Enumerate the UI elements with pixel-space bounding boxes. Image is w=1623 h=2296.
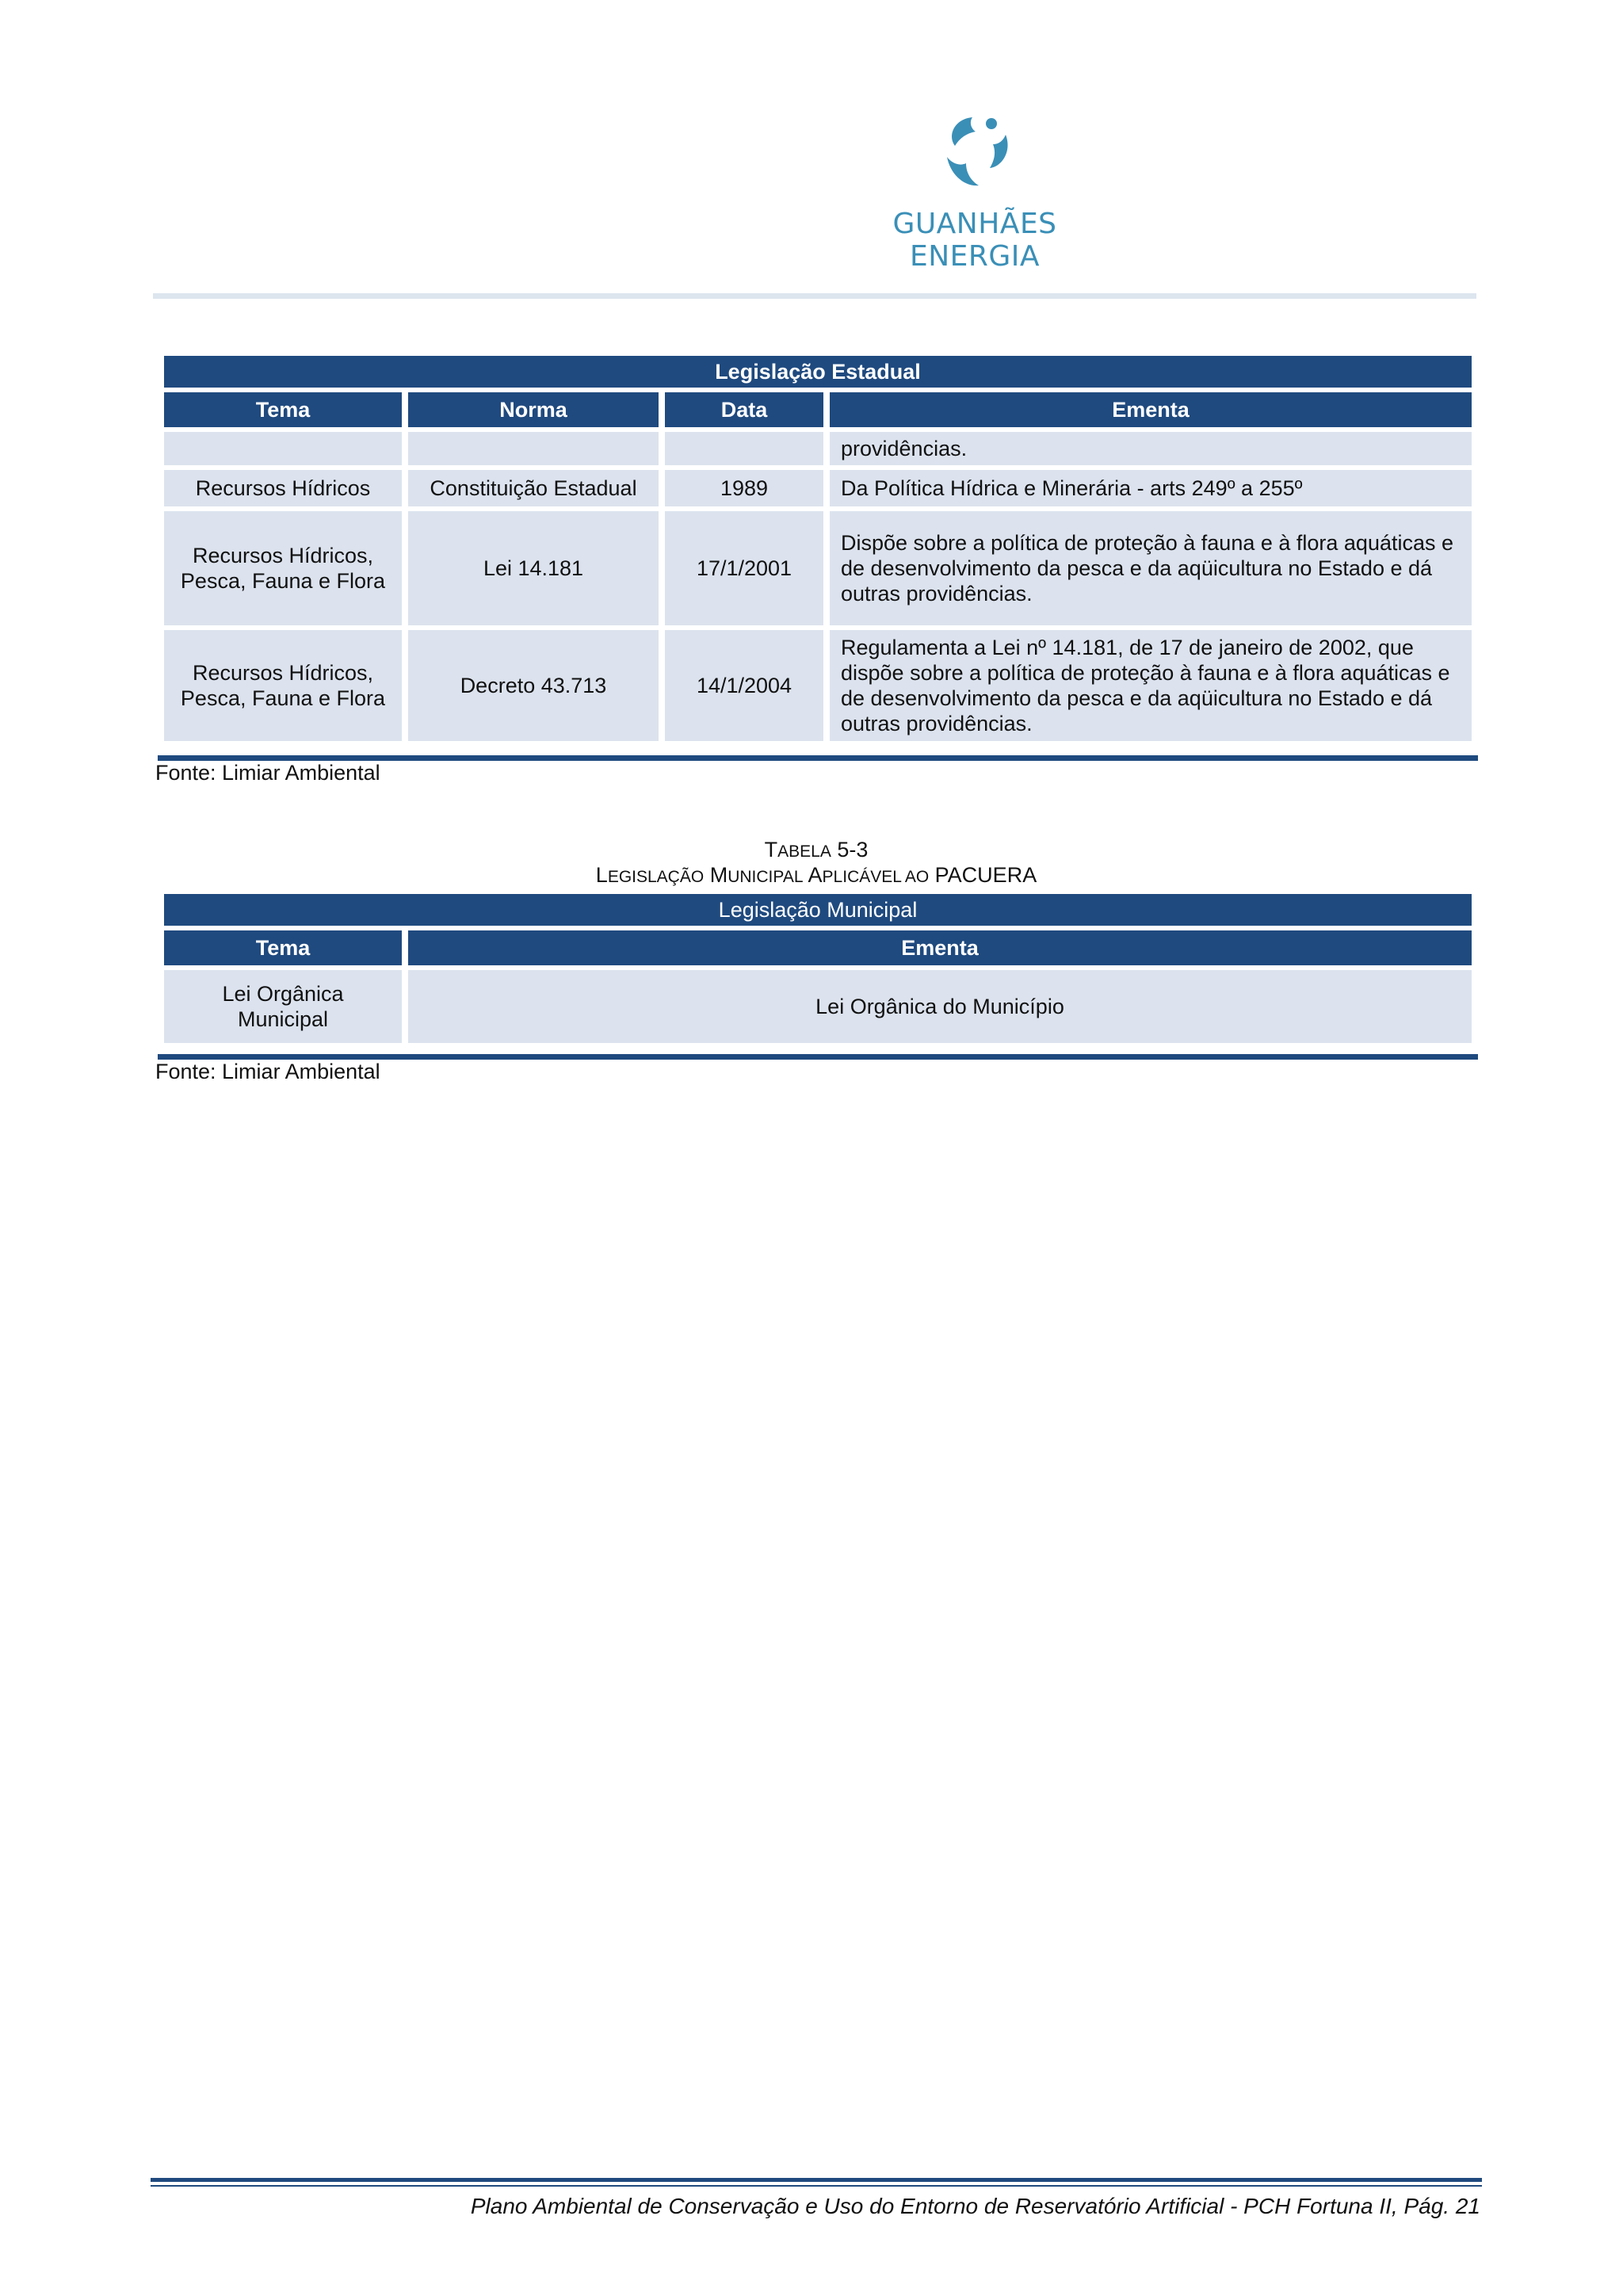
table-row [164,511,1472,625]
guanhaes-logo-icon [923,111,1026,202]
cell-norma: Decreto 43.713 [408,630,659,741]
footer-divider-thin [151,2185,1482,2187]
table-header-row [164,392,1472,427]
company-logo [824,111,1125,273]
table-bottom-border [158,755,1478,761]
table-caption-title [475,862,1157,890]
cell-tema: Recursos Hídricos, Pesca, Fauna e Flora [164,511,402,625]
table-row [164,630,1472,741]
table-title-row [164,356,1472,388]
caption-part: UNICIPAL [727,868,804,886]
header-ementa: Ementa [830,392,1472,427]
caption-number-suffix: 5-3 [831,838,869,861]
caption-number-smallcaps: ABELA [777,842,831,861]
caption-part: A [803,863,823,887]
caption-part: PACUERA [929,863,1037,887]
table-row [164,970,1472,1043]
cell-ementa: Lei Orgânica do Município [408,970,1472,1043]
header-tema: Tema [164,930,402,965]
caption-number-prefix: T [764,838,778,861]
table-title: Legislação Estadual [164,356,1472,388]
footer-divider [151,2178,1482,2182]
cell-tema: Recursos Hídricos, Pesca, Fauna e Flora [164,630,402,741]
page-footer: Plano Ambiental de Conservação e Uso do Entorno de Reservatório Artificial - PCH Fortuna II, Pág. 21 [470,2194,1480,2218]
table-row [164,470,1472,506]
cell-data: 1989 [665,470,823,506]
table-bottom-border [158,1054,1478,1060]
table-row [164,432,1472,465]
table-legislacao-municipal [158,889,1478,1048]
cell-data: 14/1/2004 [665,630,823,741]
table-title: Legislação Municipal [164,894,1472,926]
table-header-row [164,930,1472,965]
header-ementa: Ementa [408,930,1472,965]
caption-part: PLICÁVEL AO [822,868,930,886]
header-divider [153,293,1476,299]
header-norma: Norma [408,392,659,427]
cell-tema: Recursos Hídricos [164,470,402,506]
table-source-note: Fonte: Limiar Ambiental [155,761,380,785]
logo-wordmark: GUANHÃES ENERGIA [892,208,1057,273]
table-source-note: Fonte: Limiar Ambiental [155,1060,380,1083]
table-legislacao-estadual [158,351,1478,746]
cell-data [665,432,823,465]
cell-ementa: providências. [830,432,1472,465]
cell-ementa: Regulamenta a Lei nº 14.181, de 17 de janeiro de 2002, que dispõe sobre a política de proteção à fauna e à flora aquáticas e de desenvolvimento da pesca e da aqüicultura no Estado e dá outras providências. [830,630,1472,741]
cell-ementa: Dispõe sobre a política de proteção à fauna e à flora aquáticas e de desenvolvimento da pesca e da aqüicultura no Estado e dá outras providências. [830,511,1472,625]
header-tema: Tema [164,392,402,427]
table-caption-number [475,837,1157,865]
header-data: Data [665,392,823,427]
caption-part: EGISLAÇÃO [607,868,705,886]
cell-norma [408,432,659,465]
table-title-row [164,894,1472,926]
cell-tema: Lei Orgânica Municipal [164,970,402,1043]
cell-data: 17/1/2001 [665,511,823,625]
caption-part: M [704,863,728,887]
cell-norma: Constituição Estadual [408,470,659,506]
caption-part: L [595,863,608,887]
cell-ementa: Da Política Hídrica e Minerária - arts 249º a 255º [830,470,1472,506]
cell-norma: Lei 14.181 [408,511,659,625]
cell-tema [164,432,402,465]
